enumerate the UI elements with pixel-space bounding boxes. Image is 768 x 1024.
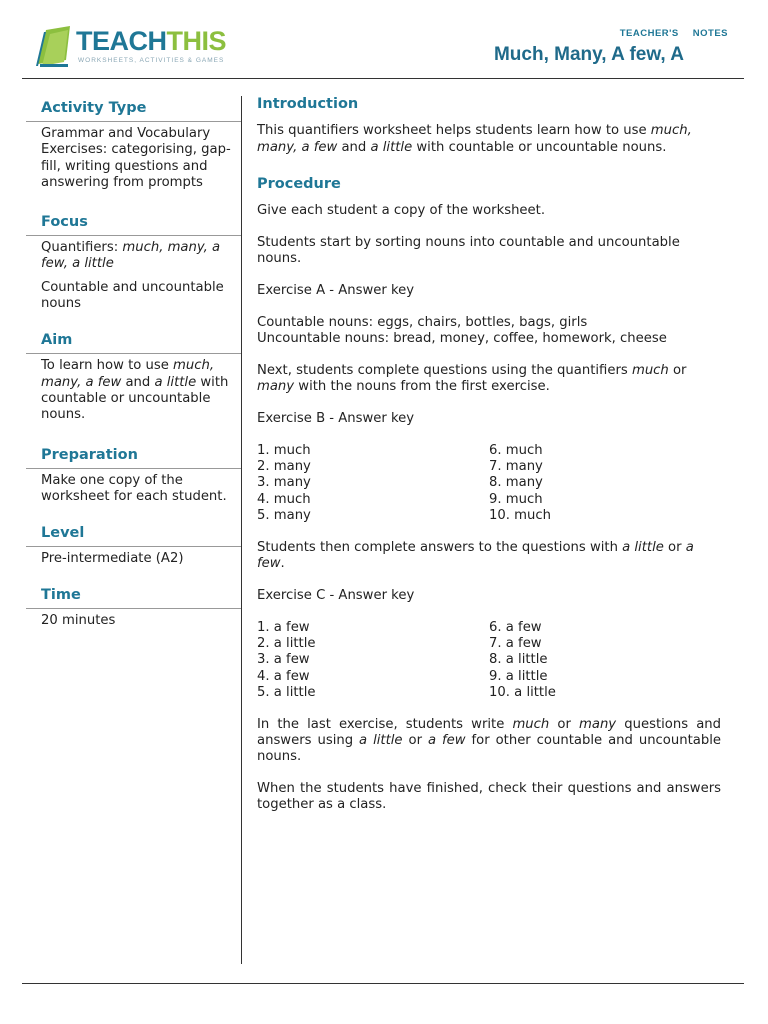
focus-heading: Focus	[26, 214, 241, 236]
p5-i2: many	[579, 716, 617, 732]
answer-b-2: 2. many	[257, 459, 311, 475]
logo-word-this: THIS	[166, 26, 227, 56]
p5-t5: for other countable and uncountable nouns.	[257, 733, 721, 765]
p3-t2: or	[668, 362, 687, 378]
focus-section	[26, 214, 241, 312]
focus-line-1	[41, 240, 241, 273]
procedure-heading: Procedure	[257, 175, 341, 192]
level-heading: Level	[26, 525, 241, 547]
exercise-a-title: Exercise A - Answer key	[257, 283, 415, 299]
exercise-b-answers	[257, 443, 721, 524]
p4-t1: Students then complete answers to the questions with	[257, 539, 623, 555]
aim-i2: a little	[154, 374, 197, 390]
answer-b-6: 6. much	[489, 442, 543, 458]
teachers-label: TEACHER'S	[619, 28, 679, 39]
page-header	[0, 0, 768, 80]
exercise-c-answers	[257, 620, 721, 701]
page-title: Much, Many, A few, A	[493, 44, 684, 65]
activity-type-text: Grammar and Vocabulary Exercises: categorising, gap-fill, writing questions and answering from prompts	[41, 126, 231, 190]
level-text: Pre-intermediate (A2)	[41, 551, 184, 567]
aim-t3: with countable or uncountable nouns.	[41, 374, 229, 423]
procedure-p3	[257, 363, 721, 396]
countable-nouns: Countable nouns: eggs, chairs, bottles, bags, girls	[257, 314, 588, 330]
procedure-p4	[257, 540, 721, 573]
aim-i1: much, many, a few	[41, 358, 215, 390]
introduction-text	[257, 123, 721, 156]
procedure-p5	[257, 717, 721, 766]
answer-c-4: 4. a few	[257, 668, 310, 684]
activity-type-section	[26, 100, 241, 191]
answer-c-5: 5. a little	[257, 684, 316, 700]
answer-b-4: 4. much	[257, 491, 311, 507]
p4-i2: a few	[257, 539, 694, 572]
answer-c-10: 10. a little	[489, 684, 556, 700]
answer-b-1: 1. much	[257, 442, 311, 458]
p3-t3: with the nouns from the first exercise.	[294, 379, 550, 395]
footer-divider	[22, 983, 744, 984]
book-icon	[36, 24, 76, 68]
aim-t1: To learn how to use	[41, 358, 174, 374]
answer-c-1: 1. a few	[257, 619, 310, 635]
activity-type-heading: Activity Type	[26, 100, 241, 122]
p5-t3: questions and answers using	[257, 716, 722, 749]
answer-c-7: 7. a few	[489, 636, 542, 652]
procedure-p6: When the students have finished, check their questions and answers together as a class.	[257, 781, 721, 813]
sidebar	[26, 100, 241, 642]
answer-c-6: 6. a few	[489, 619, 542, 635]
answer-c-3: 3. a few	[257, 652, 310, 668]
answer-b-7: 7. many	[489, 459, 543, 475]
teachers-notes-label	[620, 28, 728, 39]
procedure-p2: Students start by sorting nouns into countable and uncountable nouns.	[257, 234, 680, 267]
answer-b-10: 10. much	[489, 508, 551, 524]
p5-t1: In the last exercise, students write	[257, 716, 513, 732]
focus-line-2: Countable and uncountable nouns	[41, 279, 224, 312]
answer-b-5: 5. many	[257, 508, 311, 524]
uncountable-nouns: Uncountable nouns: bread, money, coffee, homework, cheese	[257, 331, 667, 347]
level-section	[26, 525, 241, 567]
exercise-a-answers	[257, 315, 721, 348]
p4-t3: .	[280, 556, 285, 572]
p5-t4: or	[402, 733, 428, 749]
answer-b-3: 3. many	[257, 475, 311, 491]
logo-word-teach: TEACH	[76, 26, 167, 56]
p3-t1: Next, students complete questions using the quantifiers	[257, 362, 632, 378]
time-text: 20 minutes	[41, 613, 116, 629]
intro-t1: This quantifiers worksheet helps students learn how to use	[257, 123, 651, 139]
aim-section	[26, 332, 241, 423]
logo-tagline: WORKSHEETS, ACTIVITIES & GAMES	[78, 57, 225, 64]
introduction-heading: Introduction	[257, 96, 359, 112]
p3-i1: much	[631, 362, 669, 378]
answer-b-9: 9. much	[489, 491, 543, 507]
procedure-p1: Give each student a copy of the worksheet.	[257, 203, 546, 219]
p5-i1: much	[512, 716, 550, 732]
preparation-heading: Preparation	[26, 447, 241, 469]
preparation-text: Make one copy of the worksheet for each student.	[41, 472, 227, 504]
answer-b-8: 8. many	[489, 475, 543, 491]
logo-wordmark	[76, 26, 226, 57]
p4-t2: or	[663, 539, 686, 555]
time-section	[26, 587, 241, 629]
answer-c-8: 8. a little	[489, 652, 548, 668]
p4-i1: a little	[622, 539, 664, 555]
intro-t2: and	[337, 139, 371, 155]
intro-i1: much, many, a few	[257, 123, 692, 155]
teach-this-logo[interactable]	[36, 24, 236, 70]
time-heading: Time	[26, 587, 241, 609]
preparation-section	[26, 447, 241, 506]
aim-t2: and	[121, 374, 155, 390]
intro-t3: with countable or uncountable nouns.	[412, 139, 667, 155]
p3-i2: many	[257, 379, 295, 395]
exercise-b-title: Exercise B - Answer key	[257, 411, 415, 427]
answer-c-2: 2. a little	[257, 636, 316, 652]
answer-c-9: 9. a little	[489, 668, 548, 684]
header-divider	[22, 78, 744, 79]
exercise-c-title: Exercise C - Answer key	[257, 587, 415, 603]
intro-i2: a little	[370, 139, 413, 155]
main-content	[257, 96, 721, 829]
aim-heading: Aim	[26, 332, 241, 354]
notes-label: NOTES	[692, 28, 728, 39]
column-divider	[241, 96, 242, 964]
p5-i3: a little	[359, 733, 403, 749]
p5-t2: or	[549, 716, 580, 732]
focus-prefix: Quantifiers:	[41, 240, 123, 256]
aim-text	[41, 358, 241, 423]
focus-quantifiers: much, many, a few, a little	[41, 240, 221, 272]
p5-i4: a few	[427, 733, 466, 749]
